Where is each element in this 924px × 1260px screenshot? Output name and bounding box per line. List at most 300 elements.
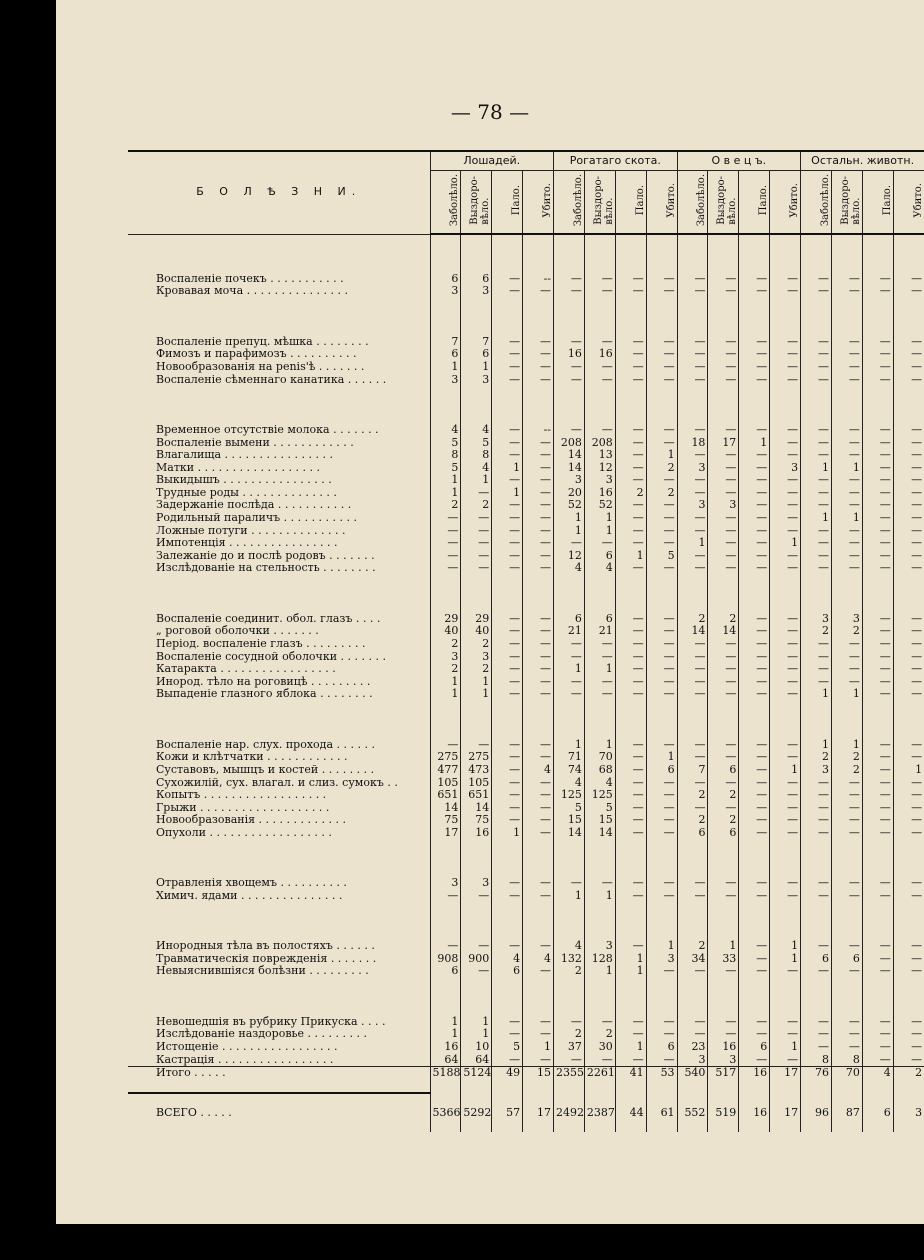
value-cell: — xyxy=(615,651,646,664)
disease-name: Катаракта . . . . . . . . . . . . . . . . . xyxy=(156,663,336,676)
value-cell: 61 xyxy=(646,1107,677,1120)
value-cell: — xyxy=(739,525,770,538)
disease-name: Задержаніе послѣда . . . . . . . . . . . xyxy=(156,499,352,512)
value-cell: 6 xyxy=(554,613,585,626)
value-cell: — xyxy=(615,499,646,512)
value-cell: — xyxy=(677,550,708,563)
subcolumn-label: Выздоро- вѣло. xyxy=(716,175,739,225)
table-row xyxy=(128,739,924,752)
value-cell: — xyxy=(523,802,554,815)
value-cell: — xyxy=(708,285,739,298)
disease-name: Трудные роды . . . . . . . . . . . . . . xyxy=(156,486,337,499)
spacer-row xyxy=(128,928,924,941)
value-cell: — xyxy=(862,890,893,903)
value-cell: 15 xyxy=(554,814,585,827)
value-cell: 1 xyxy=(831,688,862,701)
value-cell: — xyxy=(893,562,924,575)
value-cell: — xyxy=(615,827,646,840)
value-cell: — xyxy=(831,487,862,500)
value-cell: — xyxy=(677,739,708,752)
value-cell: 2 xyxy=(893,1067,924,1080)
spacer-row xyxy=(128,248,924,261)
value-cell: — xyxy=(615,525,646,538)
value-cell: — xyxy=(615,474,646,487)
value-cell: — xyxy=(523,940,554,953)
value-cell: — xyxy=(523,374,554,387)
disease-name: Истощеніе . . . . . . . . . . . . . . . . . xyxy=(156,1041,338,1053)
disease-name: Изслѣдованіе наздоровье . . . . . . . . . xyxy=(156,1028,367,1041)
subcolumn-label: Заболѣло. xyxy=(696,174,708,227)
table-row xyxy=(128,499,924,512)
value-cell: — xyxy=(615,512,646,525)
spacer-row xyxy=(128,1120,924,1133)
value-cell: — xyxy=(770,802,801,815)
value-cell: — xyxy=(492,499,523,512)
value-cell: — xyxy=(677,890,708,903)
value-cell: — xyxy=(893,663,924,676)
value-cell: — xyxy=(739,1054,770,1067)
subcolumn-header xyxy=(430,171,461,235)
value-cell: 1 xyxy=(554,512,585,525)
value-cell: 1 xyxy=(584,663,615,676)
value-cell: — xyxy=(862,877,893,890)
value-cell: — xyxy=(677,285,708,298)
value-cell: — xyxy=(708,877,739,890)
value-cell: 1 xyxy=(584,512,615,525)
value-cell: — xyxy=(492,562,523,575)
value-cell: 3 xyxy=(430,374,461,387)
value-cell: — xyxy=(492,374,523,387)
value-cell: 6 xyxy=(708,764,739,777)
value-cell: 1 xyxy=(554,525,585,538)
value-cell: — xyxy=(492,273,523,286)
table-row xyxy=(128,474,924,487)
subcolumn-label: Заболѣло. xyxy=(572,174,584,227)
value-cell: — xyxy=(831,676,862,689)
value-cell: — xyxy=(646,1016,677,1029)
value-cell: — xyxy=(831,449,862,462)
value-cell: 1 xyxy=(554,663,585,676)
value-cell: 8 xyxy=(831,1054,862,1067)
value-cell: — xyxy=(770,474,801,487)
value-cell: — xyxy=(770,361,801,374)
value-cell: 1 xyxy=(770,953,801,966)
value-cell: — xyxy=(770,550,801,563)
value-cell: — xyxy=(893,449,924,462)
disease-name: Воспаленіе сосудной оболочки . . . . . . . xyxy=(156,650,386,663)
value-cell: 1 xyxy=(461,474,492,487)
subcolumn-header xyxy=(801,171,832,235)
value-cell: — xyxy=(646,361,677,374)
value-cell: — xyxy=(893,751,924,764)
value-cell: 23 xyxy=(677,1041,708,1054)
value-cell: 16 xyxy=(708,1041,739,1054)
value-cell: 3 xyxy=(677,1054,708,1067)
value-cell: — xyxy=(801,550,832,563)
value-cell: 3 xyxy=(677,462,708,475)
value-cell: 3 xyxy=(461,651,492,664)
value-cell: 21 xyxy=(554,625,585,638)
subcolumn-header xyxy=(831,171,862,235)
value-cell: — xyxy=(862,474,893,487)
value-cell: — xyxy=(739,651,770,664)
spacer-row xyxy=(128,260,924,273)
value-cell: — xyxy=(615,537,646,550)
value-cell: — xyxy=(831,550,862,563)
value-cell: 14 xyxy=(554,449,585,462)
table-row xyxy=(128,1028,924,1041)
value-cell: 3 xyxy=(801,764,832,777)
value-cell: — xyxy=(523,789,554,802)
value-cell: — xyxy=(677,487,708,500)
value-cell: 2 xyxy=(461,663,492,676)
value-cell: — xyxy=(615,348,646,361)
value-cell: — xyxy=(646,739,677,752)
value-cell: 5 xyxy=(584,802,615,815)
value-cell: — xyxy=(584,374,615,387)
table-row xyxy=(128,651,924,664)
value-cell: — xyxy=(739,462,770,475)
value-cell: — xyxy=(801,424,832,437)
value-cell: 132 xyxy=(554,953,585,966)
table-row xyxy=(128,613,924,626)
value-cell: — xyxy=(893,462,924,475)
value-cell: — xyxy=(831,437,862,450)
value-cell: — xyxy=(646,562,677,575)
spacer-row xyxy=(128,399,924,412)
value-cell: 1 xyxy=(584,965,615,978)
value-cell: 6 xyxy=(461,348,492,361)
table-row xyxy=(128,1107,924,1120)
value-cell: — xyxy=(646,663,677,676)
value-cell: — xyxy=(801,273,832,286)
disease-name: Влагалища . . . . . . . . . . . . . . . . xyxy=(156,449,333,462)
value-cell: — xyxy=(770,827,801,840)
value-cell: 3 xyxy=(461,374,492,387)
value-cell: — xyxy=(862,940,893,953)
spacer-row xyxy=(128,1003,924,1016)
value-cell: 4 xyxy=(584,777,615,790)
disease-name: Невошедшія въ рубрику Прикуска . . . . xyxy=(156,1015,386,1028)
disease-name: Період. воспаленіе глазъ . . . . . . . . . xyxy=(156,638,366,650)
value-cell: — xyxy=(893,739,924,752)
value-cell: 6 xyxy=(584,613,615,626)
spacer-row xyxy=(128,411,924,424)
value-cell: — xyxy=(708,676,739,689)
value-cell: — xyxy=(831,777,862,790)
value-cell: 6 xyxy=(492,965,523,978)
value-cell: 1 xyxy=(554,890,585,903)
value-cell: — xyxy=(554,1016,585,1029)
value-cell: — xyxy=(523,348,554,361)
value-cell: — xyxy=(584,273,615,286)
value-cell: — xyxy=(893,625,924,638)
value-cell: — xyxy=(492,348,523,361)
value-cell: — xyxy=(461,965,492,978)
value-cell: 900 xyxy=(461,953,492,966)
disease-name: Химич. ядами . . . . . . . . . . . . . . . xyxy=(156,889,343,902)
page-number: — 78 — xyxy=(450,100,530,124)
value-cell: 14 xyxy=(677,625,708,638)
value-cell: 2 xyxy=(677,613,708,626)
value-cell: — xyxy=(831,424,862,437)
value-cell: — xyxy=(831,474,862,487)
value-cell: — xyxy=(646,890,677,903)
value-cell: 3 xyxy=(708,499,739,512)
value-cell: — xyxy=(831,965,862,978)
value-cell: — xyxy=(646,965,677,978)
value-cell: — xyxy=(862,789,893,802)
table-body xyxy=(128,234,924,1132)
spacer-row xyxy=(128,588,924,601)
value-cell: — xyxy=(893,1016,924,1029)
value-cell: — xyxy=(801,562,832,575)
value-cell: — xyxy=(461,562,492,575)
value-cell: — xyxy=(584,537,615,550)
spacer-row xyxy=(128,298,924,311)
value-cell: — xyxy=(523,537,554,550)
value-cell: — xyxy=(615,890,646,903)
value-cell: — xyxy=(492,688,523,701)
value-cell: — xyxy=(831,663,862,676)
subcolumn-label: Выздоро- вѣло. xyxy=(469,175,492,225)
value-cell: — xyxy=(862,273,893,286)
value-cell: 6 xyxy=(646,764,677,777)
table-row xyxy=(128,562,924,575)
value-cell: — xyxy=(708,638,739,651)
subcolumn-label: Выздоро- вѣло. xyxy=(592,175,615,225)
value-cell: — xyxy=(770,285,801,298)
value-cell: — xyxy=(801,1016,832,1029)
value-cell: — xyxy=(739,751,770,764)
value-cell: 68 xyxy=(584,764,615,777)
spacer-row xyxy=(128,386,924,399)
value-cell: — xyxy=(893,285,924,298)
value-cell: — xyxy=(739,562,770,575)
value-cell: — xyxy=(739,449,770,462)
value-cell: — xyxy=(801,1028,832,1041)
value-cell: 1 xyxy=(646,940,677,953)
value-cell: 1 xyxy=(430,676,461,689)
value-cell: 16 xyxy=(430,1041,461,1054)
value-cell: 2 xyxy=(554,965,585,978)
value-cell: — xyxy=(739,499,770,512)
value-cell: 1 xyxy=(615,1041,646,1054)
value-cell: — xyxy=(646,525,677,538)
value-cell: — xyxy=(554,651,585,664)
value-cell: — xyxy=(554,285,585,298)
spacer-row xyxy=(128,311,924,324)
disease-name: ВСЕГО . . . . . xyxy=(156,1106,232,1119)
value-cell: — xyxy=(801,877,832,890)
value-cell: 52 xyxy=(584,499,615,512)
value-cell: — xyxy=(893,499,924,512)
value-cell: 14 xyxy=(584,827,615,840)
value-cell: 30 xyxy=(584,1041,615,1054)
value-cell: 3 xyxy=(646,953,677,966)
value-cell: — xyxy=(801,437,832,450)
value-cell: — xyxy=(615,751,646,764)
value-cell: 5 xyxy=(492,1041,523,1054)
value-cell: 8 xyxy=(461,449,492,462)
table-row xyxy=(128,285,924,298)
value-cell: — xyxy=(831,877,862,890)
table-row xyxy=(128,487,924,500)
value-cell: — xyxy=(862,953,893,966)
value-cell: — xyxy=(523,1016,554,1029)
value-cell: — xyxy=(739,890,770,903)
value-cell: 3 xyxy=(430,651,461,664)
value-cell: 6 xyxy=(430,348,461,361)
value-cell: — xyxy=(893,374,924,387)
value-cell: 1 xyxy=(831,512,862,525)
value-cell: — xyxy=(739,613,770,626)
value-cell: — xyxy=(523,625,554,638)
value-cell: — xyxy=(893,550,924,563)
disease-name: Копытъ . . . . . . . . . . . . . . . . . . xyxy=(156,789,327,802)
value-cell: 1 xyxy=(770,1041,801,1054)
value-cell: 2 xyxy=(430,499,461,512)
value-cell: 1 xyxy=(492,827,523,840)
value-cell: — xyxy=(523,499,554,512)
table-row xyxy=(128,827,924,840)
value-cell: — xyxy=(862,688,893,701)
value-cell: 8 xyxy=(801,1054,832,1067)
value-cell: — xyxy=(584,361,615,374)
value-cell: — xyxy=(862,562,893,575)
value-cell: — xyxy=(770,1016,801,1029)
value-cell: — xyxy=(893,802,924,815)
value-cell: — xyxy=(646,348,677,361)
value-cell: 14 xyxy=(554,827,585,840)
value-cell: — xyxy=(893,877,924,890)
value-cell: — xyxy=(492,1054,523,1067)
value-cell: — xyxy=(677,348,708,361)
value-cell: — xyxy=(831,499,862,512)
value-cell: — xyxy=(893,437,924,450)
value-cell: — xyxy=(862,449,893,462)
table-row xyxy=(128,273,924,286)
value-cell: 6 xyxy=(646,1041,677,1054)
value-cell: 4 xyxy=(584,562,615,575)
value-cell: — xyxy=(739,777,770,790)
value-cell: — xyxy=(677,424,708,437)
subcolumn-label: Заболѣло. xyxy=(449,174,461,227)
value-cell: 17 xyxy=(770,1107,801,1120)
value-cell: — xyxy=(492,940,523,953)
value-cell: 29 xyxy=(430,613,461,626)
value-cell: — xyxy=(739,965,770,978)
value-cell: — xyxy=(708,890,739,903)
value-cell: — xyxy=(584,651,615,664)
table-row xyxy=(128,1054,924,1067)
value-cell: -- xyxy=(523,273,554,286)
value-cell: — xyxy=(708,336,739,349)
value-cell: 3 xyxy=(770,462,801,475)
value-cell: — xyxy=(615,777,646,790)
value-cell: — xyxy=(523,562,554,575)
value-cell: — xyxy=(739,663,770,676)
value-cell: — xyxy=(461,940,492,953)
value-cell: — xyxy=(862,625,893,638)
value-cell: 16 xyxy=(584,348,615,361)
value-cell: — xyxy=(801,777,832,790)
value-cell: — xyxy=(801,348,832,361)
value-cell: 1 xyxy=(554,739,585,752)
table-row xyxy=(128,877,924,890)
value-cell: — xyxy=(862,550,893,563)
value-cell: 1 xyxy=(492,487,523,500)
value-cell: 16 xyxy=(554,348,585,361)
value-cell: — xyxy=(893,537,924,550)
value-cell: — xyxy=(862,374,893,387)
value-cell: — xyxy=(801,336,832,349)
table-row xyxy=(128,814,924,827)
group-horses: Лошадей. xyxy=(430,151,554,171)
value-cell: 1 xyxy=(584,739,615,752)
value-cell: — xyxy=(523,965,554,978)
value-cell: — xyxy=(492,814,523,827)
value-cell: — xyxy=(739,1028,770,1041)
value-cell: 1 xyxy=(615,550,646,563)
value-cell: — xyxy=(708,562,739,575)
value-cell: — xyxy=(893,1041,924,1054)
subcolumn-label: Заболѣло. xyxy=(819,174,831,227)
spacer-row xyxy=(128,575,924,588)
value-cell: — xyxy=(708,688,739,701)
value-cell: — xyxy=(554,336,585,349)
value-cell: — xyxy=(893,361,924,374)
spacer-row xyxy=(128,865,924,878)
value-cell: 33 xyxy=(708,953,739,966)
value-cell: 4 xyxy=(554,940,585,953)
value-cell: — xyxy=(492,789,523,802)
value-cell: — xyxy=(615,1016,646,1029)
value-cell: 1 xyxy=(646,751,677,764)
value-cell: — xyxy=(708,1028,739,1041)
disease-name: Выкидышъ . . . . . . . . . . . . . . . . xyxy=(156,474,332,487)
value-cell: 908 xyxy=(430,953,461,966)
value-cell: — xyxy=(492,336,523,349)
value-cell: — xyxy=(615,462,646,475)
value-cell: — xyxy=(615,739,646,752)
value-cell: — xyxy=(770,449,801,462)
value-cell: — xyxy=(831,361,862,374)
value-cell: 6 xyxy=(739,1041,770,1054)
value-cell: — xyxy=(677,512,708,525)
value-cell: — xyxy=(646,499,677,512)
value-cell: 2 xyxy=(677,814,708,827)
value-cell: — xyxy=(770,965,801,978)
value-cell: — xyxy=(554,361,585,374)
value-cell: 1 xyxy=(646,449,677,462)
value-cell: 540 xyxy=(677,1067,708,1080)
value-cell: — xyxy=(831,890,862,903)
value-cell: — xyxy=(677,361,708,374)
value-cell: 16 xyxy=(739,1067,770,1080)
value-cell: 1 xyxy=(831,739,862,752)
value-cell: — xyxy=(615,789,646,802)
table-row xyxy=(128,1067,924,1080)
value-cell: 1 xyxy=(677,537,708,550)
value-cell: — xyxy=(893,789,924,802)
value-cell: — xyxy=(646,814,677,827)
value-cell: 70 xyxy=(584,751,615,764)
value-cell: 16 xyxy=(584,487,615,500)
value-cell: — xyxy=(739,940,770,953)
value-cell: — xyxy=(615,562,646,575)
value-cell: — xyxy=(646,374,677,387)
